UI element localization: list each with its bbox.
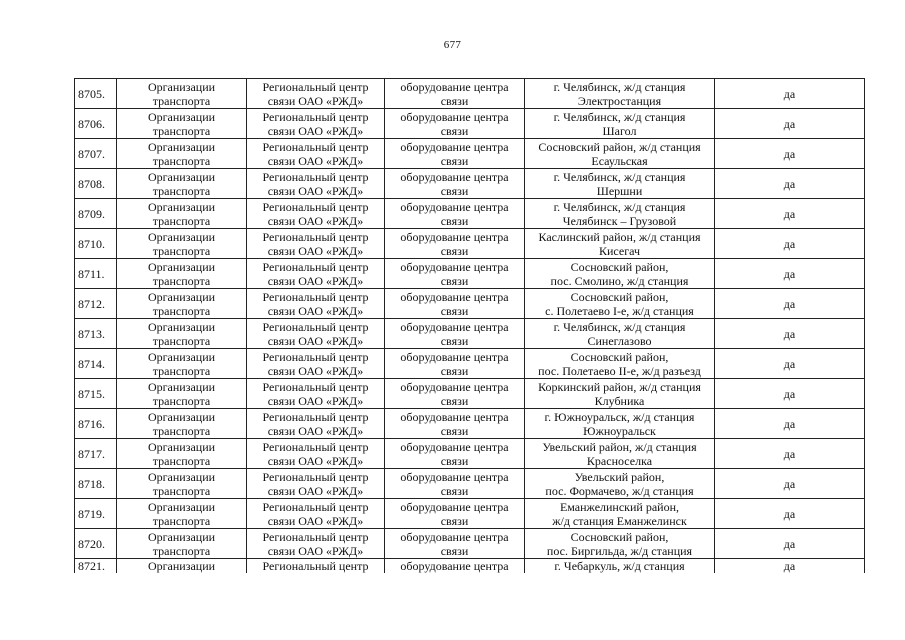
owner-cell xyxy=(247,409,385,439)
object-line: связи xyxy=(440,213,469,228)
object-line: связи xyxy=(440,513,469,528)
object-line: оборудование центра xyxy=(400,169,509,184)
location-line: Челябинск – Грузовой xyxy=(562,213,677,228)
table-row xyxy=(75,469,865,499)
owner-line: Региональный центр xyxy=(262,259,369,274)
object-cell xyxy=(385,319,525,349)
organization-type-cell xyxy=(117,469,247,499)
owner-line: Региональный центр xyxy=(262,319,369,334)
owner-line: связи ОАО «РЖД» xyxy=(267,153,364,168)
owner-line: Региональный центр xyxy=(262,229,369,244)
table-row xyxy=(75,439,865,469)
location-line: Увельский район, ж/д станция xyxy=(542,439,697,454)
object-line: оборудование центра xyxy=(400,109,509,124)
location-line: пос. Формачево, ж/д станция xyxy=(545,483,694,498)
table-row xyxy=(75,139,865,169)
organization-type-line: транспорта xyxy=(152,423,211,438)
location-line: Южноуральск xyxy=(583,423,656,438)
owner-cell xyxy=(247,229,385,259)
owner-line: связи ОАО «РЖД» xyxy=(267,243,364,258)
object-line: связи xyxy=(440,333,469,348)
organization-type-line: транспорта xyxy=(152,333,211,348)
organization-type-cell xyxy=(117,319,247,349)
owner-cell xyxy=(247,379,385,409)
organization-type-cell xyxy=(117,559,247,574)
organization-type-line: Организации xyxy=(147,319,216,334)
organization-type-cell xyxy=(117,499,247,529)
organization-type-line: Организации xyxy=(147,79,216,94)
owner-line: связи ОАО «РЖД» xyxy=(267,303,364,318)
location-line: г. Южноуральск, ж/д станция xyxy=(544,409,695,424)
object-cell xyxy=(385,259,525,289)
location-cell xyxy=(525,469,715,499)
location-cell xyxy=(525,319,715,349)
location-line: Красноселка xyxy=(586,453,653,468)
location-line: ж/д станция Еманжелинск xyxy=(552,513,687,528)
object-line: оборудование центра xyxy=(400,559,509,573)
organization-type-line: транспорта xyxy=(152,453,211,468)
organization-type-line: Организации xyxy=(147,289,216,304)
row-number-cell: 8710. xyxy=(75,229,117,259)
organization-type-line: транспорта xyxy=(152,393,211,408)
organization-type-cell xyxy=(117,109,247,139)
object-cell xyxy=(385,199,525,229)
object-line: связи xyxy=(440,393,469,408)
owner-line: связи ОАО «РЖД» xyxy=(267,273,364,288)
location-line: г. Челябинск, ж/д станция xyxy=(553,169,686,184)
row-number-cell: 8721. xyxy=(75,559,117,574)
organization-type-line: транспорта xyxy=(152,213,211,228)
organization-type-line: Организации xyxy=(147,139,216,154)
owner-line: Региональный центр xyxy=(262,199,369,214)
location-line: Есаульская xyxy=(591,153,648,168)
location-line: Сосновский район, xyxy=(570,349,669,364)
location-line: г. Челябинск, ж/д станция xyxy=(553,319,686,334)
flag-cell: да xyxy=(715,169,865,199)
object-line: оборудование центра xyxy=(400,289,509,304)
organization-type-line: Организации xyxy=(147,199,216,214)
owner-line: связи ОАО «РЖД» xyxy=(267,333,364,348)
organization-type-line: транспорта xyxy=(152,303,211,318)
location-line: Шершни xyxy=(596,183,643,198)
organization-type-line: транспорта xyxy=(152,183,211,198)
location-cell xyxy=(525,439,715,469)
row-number-cell: 8706. xyxy=(75,109,117,139)
owner-cell xyxy=(247,319,385,349)
object-cell xyxy=(385,349,525,379)
owner-line: связи ОАО «РЖД» xyxy=(267,543,364,558)
owner-line: связи ОАО «РЖД» xyxy=(267,213,364,228)
owner-cell xyxy=(247,499,385,529)
owner-line: связи ОАО «РЖД» xyxy=(267,93,364,108)
owner-cell xyxy=(247,289,385,319)
row-number-cell: 8716. xyxy=(75,409,117,439)
object-line: связи xyxy=(440,153,469,168)
owner-cell xyxy=(247,469,385,499)
location-line: пос. Смолино, ж/д станция xyxy=(550,273,689,288)
object-line: оборудование центра xyxy=(400,229,509,244)
object-line: связи xyxy=(440,483,469,498)
object-cell xyxy=(385,469,525,499)
object-line: связи xyxy=(440,93,469,108)
location-cell xyxy=(525,109,715,139)
table-row xyxy=(75,379,865,409)
object-line: оборудование центра xyxy=(400,139,509,154)
location-line: Электростанция xyxy=(577,93,662,108)
owner-line: связи ОАО «РЖД» xyxy=(267,513,364,528)
object-cell xyxy=(385,559,525,574)
object-cell xyxy=(385,289,525,319)
location-line: Сосновский район, xyxy=(570,259,669,274)
object-line: связи xyxy=(440,363,469,378)
flag-cell: да xyxy=(715,259,865,289)
location-cell xyxy=(525,139,715,169)
location-cell xyxy=(525,229,715,259)
object-line: оборудование центра xyxy=(400,409,509,424)
organization-type-cell xyxy=(117,169,247,199)
organization-type-line: Организации xyxy=(147,169,216,184)
owner-line: связи ОАО «РЖД» xyxy=(267,123,364,138)
location-line: г. Челябинск, ж/д станция xyxy=(553,109,686,124)
row-number-cell: 8714. xyxy=(75,349,117,379)
flag-cell: да xyxy=(715,469,865,499)
flag-cell: да xyxy=(715,199,865,229)
owner-line: Региональный центр xyxy=(262,439,369,454)
flag-cell: да xyxy=(715,139,865,169)
object-line: оборудование центра xyxy=(400,469,509,484)
object-line: связи xyxy=(440,243,469,258)
flag-cell: да xyxy=(715,229,865,259)
object-line: оборудование центра xyxy=(400,259,509,274)
table-row xyxy=(75,289,865,319)
organization-type-line: Организации xyxy=(147,529,216,544)
page-number: 677 xyxy=(443,39,462,51)
table-row xyxy=(75,349,865,379)
table-row xyxy=(75,79,865,109)
row-number-cell: 8707. xyxy=(75,139,117,169)
owner-cell xyxy=(247,79,385,109)
organization-type-line: Организации xyxy=(147,349,216,364)
object-line: связи xyxy=(440,273,469,288)
row-number-cell: 8720. xyxy=(75,529,117,559)
row-number-cell: 8709. xyxy=(75,199,117,229)
organization-type-line: транспорта xyxy=(152,543,211,558)
location-line: Увельский район, xyxy=(574,469,665,484)
owner-cell xyxy=(247,169,385,199)
row-number-cell: 8715. xyxy=(75,379,117,409)
registry-table xyxy=(74,78,865,573)
object-cell xyxy=(385,139,525,169)
organization-type-cell xyxy=(117,439,247,469)
location-line: Сосновский район, ж/д станция xyxy=(538,139,701,154)
object-line: связи xyxy=(440,123,469,138)
owner-line: Региональный центр xyxy=(262,559,369,573)
owner-line: связи ОАО «РЖД» xyxy=(267,453,364,468)
object-line: связи xyxy=(440,303,469,318)
object-line: оборудование центра xyxy=(400,319,509,334)
object-cell xyxy=(385,409,525,439)
owner-cell xyxy=(247,529,385,559)
row-number-cell: 8717. xyxy=(75,439,117,469)
owner-cell xyxy=(247,259,385,289)
owner-line: Региональный центр xyxy=(262,409,369,424)
owner-cell xyxy=(247,349,385,379)
object-cell xyxy=(385,229,525,259)
row-number-cell: 8712. xyxy=(75,289,117,319)
object-line: связи xyxy=(440,183,469,198)
object-cell xyxy=(385,499,525,529)
location-line: Шагол xyxy=(602,123,637,138)
table-row xyxy=(75,259,865,289)
location-line: Еманжелинский район, xyxy=(559,499,680,514)
location-cell xyxy=(525,169,715,199)
object-cell xyxy=(385,109,525,139)
location-line: с. Полетаево I-е, ж/д станция xyxy=(545,303,694,318)
flag-cell: да xyxy=(715,79,865,109)
organization-type-cell xyxy=(117,139,247,169)
location-cell xyxy=(525,289,715,319)
location-cell xyxy=(525,199,715,229)
location-line: пос. Полетаево II-е, ж/д разъезд xyxy=(538,363,701,378)
organization-type-line: транспорта xyxy=(152,153,211,168)
location-line: г. Челябинск, ж/д станция xyxy=(553,79,686,94)
owner-line: Региональный центр xyxy=(262,289,369,304)
organization-type-line: Организации xyxy=(147,229,216,244)
table-row xyxy=(75,529,865,559)
row-number-cell: 8708. xyxy=(75,169,117,199)
flag-cell: да xyxy=(715,559,865,574)
object-cell xyxy=(385,79,525,109)
table-row xyxy=(75,169,865,199)
object-cell xyxy=(385,439,525,469)
owner-cell xyxy=(247,199,385,229)
organization-type-cell xyxy=(117,79,247,109)
flag-cell: да xyxy=(715,109,865,139)
location-line: Клубника xyxy=(594,393,645,408)
object-line: оборудование центра xyxy=(400,349,509,364)
organization-type-line: Организации xyxy=(147,109,216,124)
row-number-cell: 8719. xyxy=(75,499,117,529)
object-line: оборудование центра xyxy=(400,439,509,454)
object-line: оборудование центра xyxy=(400,79,509,94)
object-cell xyxy=(385,529,525,559)
owner-cell xyxy=(247,139,385,169)
owner-line: связи ОАО «РЖД» xyxy=(267,183,364,198)
owner-line: Региональный центр xyxy=(262,349,369,364)
row-number-cell: 8705. xyxy=(75,79,117,109)
owner-line: Региональный центр xyxy=(262,499,369,514)
object-line: оборудование центра xyxy=(400,529,509,544)
owner-cell xyxy=(247,109,385,139)
owner-line: связи ОАО «РЖД» xyxy=(267,363,364,378)
location-line: Сосновский район, xyxy=(570,529,669,544)
row-number-cell: 8718. xyxy=(75,469,117,499)
owner-line: Региональный центр xyxy=(262,379,369,394)
organization-type-line: Организации xyxy=(147,559,216,573)
location-cell xyxy=(525,499,715,529)
table-row xyxy=(75,559,865,574)
organization-type-line: транспорта xyxy=(152,513,211,528)
organization-type-line: Организации xyxy=(147,439,216,454)
organization-type-cell xyxy=(117,349,247,379)
object-line: оборудование центра xyxy=(400,379,509,394)
location-line: г. Чебаркуль, ж/д станция xyxy=(554,559,685,573)
organization-type-line: Организации xyxy=(147,499,216,514)
owner-line: Региональный центр xyxy=(262,469,369,484)
table-row xyxy=(75,199,865,229)
registry-table-body xyxy=(75,79,865,574)
owner-line: Региональный центр xyxy=(262,79,369,94)
organization-type-line: транспорта xyxy=(152,123,211,138)
organization-type-line: Организации xyxy=(147,469,216,484)
organization-type-line: транспорта xyxy=(152,243,211,258)
owner-line: связи ОАО «РЖД» xyxy=(267,483,364,498)
object-cell xyxy=(385,379,525,409)
object-cell xyxy=(385,169,525,199)
location-line: Сосновский район, xyxy=(570,289,669,304)
flag-cell: да xyxy=(715,409,865,439)
organization-type-line: Организации xyxy=(147,409,216,424)
owner-cell xyxy=(247,439,385,469)
organization-type-cell xyxy=(117,289,247,319)
table-row xyxy=(75,409,865,439)
organization-type-cell xyxy=(117,229,247,259)
object-line: оборудование центра xyxy=(400,499,509,514)
flag-cell: да xyxy=(715,499,865,529)
location-line: Синеглазово xyxy=(587,333,652,348)
organization-type-line: Организации xyxy=(147,379,216,394)
table-row xyxy=(75,319,865,349)
object-line: связи xyxy=(440,453,469,468)
location-cell xyxy=(525,559,715,574)
owner-line: Региональный центр xyxy=(262,139,369,154)
owner-line: связи ОАО «РЖД» xyxy=(267,393,364,408)
location-cell xyxy=(525,79,715,109)
organization-type-cell xyxy=(117,409,247,439)
table-row xyxy=(75,499,865,529)
organization-type-cell xyxy=(117,259,247,289)
table-row xyxy=(75,229,865,259)
owner-line: Региональный центр xyxy=(262,109,369,124)
owner-cell xyxy=(247,559,385,574)
flag-cell: да xyxy=(715,379,865,409)
flag-cell: да xyxy=(715,319,865,349)
organization-type-cell xyxy=(117,199,247,229)
location-line: Каслинский район, ж/д станция xyxy=(538,229,701,244)
location-line: Коркинский район, ж/д станция xyxy=(538,379,701,394)
row-number-cell: 8713. xyxy=(75,319,117,349)
organization-type-line: транспорта xyxy=(152,483,211,498)
organization-type-cell xyxy=(117,529,247,559)
object-line: связи xyxy=(440,423,469,438)
owner-line: Региональный центр xyxy=(262,529,369,544)
organization-type-line: транспорта xyxy=(152,273,211,288)
organization-type-line: Организации xyxy=(147,259,216,274)
location-line: Кисегач xyxy=(598,243,641,258)
location-cell xyxy=(525,529,715,559)
location-cell xyxy=(525,409,715,439)
location-line: пос. Биргильда, ж/д станция xyxy=(546,543,693,558)
location-cell xyxy=(525,379,715,409)
flag-cell: да xyxy=(715,349,865,379)
location-cell xyxy=(525,259,715,289)
flag-cell: да xyxy=(715,289,865,319)
location-cell xyxy=(525,349,715,379)
object-line: оборудование центра xyxy=(400,199,509,214)
organization-type-line: транспорта xyxy=(152,363,211,378)
organization-type-line: транспорта xyxy=(152,93,211,108)
flag-cell: да xyxy=(715,439,865,469)
owner-line: Региональный центр xyxy=(262,169,369,184)
location-line: г. Челябинск, ж/д станция xyxy=(553,199,686,214)
object-line: связи xyxy=(440,543,469,558)
table-row xyxy=(75,109,865,139)
owner-line: связи ОАО «РЖД» xyxy=(267,423,364,438)
organization-type-cell xyxy=(117,379,247,409)
flag-cell: да xyxy=(715,529,865,559)
row-number-cell: 8711. xyxy=(75,259,117,289)
